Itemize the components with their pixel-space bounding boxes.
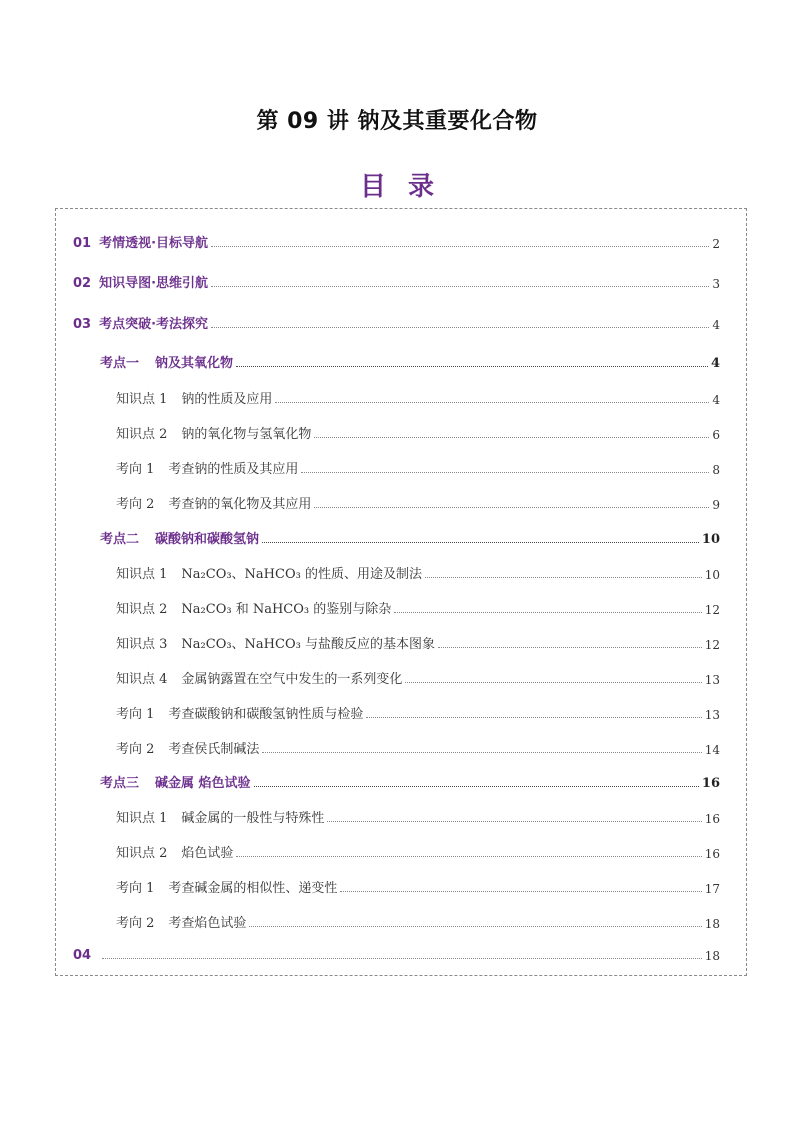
toc-dot-leader	[301, 471, 709, 473]
toc-dot-leader	[262, 541, 699, 543]
toc-entry-label	[100, 352, 233, 371]
toc-entry-text: Na₂CO₃ 和 NaHCO₃ 的鉴别与除杂	[181, 602, 392, 617]
toc-dot-leader	[425, 576, 702, 578]
toc-entry[interactable]	[73, 312, 720, 332]
toc-entry[interactable]	[116, 457, 720, 477]
toc-dot-leader	[366, 716, 701, 718]
toc-entry-label	[116, 388, 272, 407]
toc-dot-leader	[314, 436, 709, 438]
toc-entry-text: 考点突破·考法探究	[99, 317, 209, 332]
toc-entry-text: 碱金属 焰色试验	[155, 776, 251, 791]
toc-entry-page: 18	[704, 949, 720, 963]
toc-entry-number: 01	[73, 236, 92, 251]
toc-entry-page: 12	[704, 638, 720, 652]
toc-entry-page: 14	[704, 743, 720, 757]
toc-entry-page: 17	[704, 882, 720, 896]
toc-entry-label	[116, 668, 402, 687]
toc-entry-page: 18	[704, 917, 720, 931]
toc-entry[interactable]	[100, 527, 720, 547]
toc-entry[interactable]	[116, 876, 720, 896]
toc-entry[interactable]	[73, 271, 720, 291]
toc-entry-page: 13	[704, 708, 720, 722]
toc-dot-leader	[211, 285, 709, 287]
toc-entry[interactable]	[100, 771, 720, 791]
toc-entry-number: 02	[73, 276, 92, 291]
toc-entry-text: 钠的氧化物与氢氧化物	[181, 427, 312, 442]
toc-entry-label	[73, 948, 99, 963]
toc-entry-number: 考点二	[100, 532, 140, 547]
toc-entry-page: 16	[704, 847, 720, 861]
toc-entry-label	[116, 563, 422, 582]
toc-entry[interactable]	[116, 911, 720, 931]
toc-dot-leader	[236, 855, 701, 857]
toc-entry-number: 考向 1	[116, 881, 155, 896]
toc-entry-page: 12	[704, 603, 720, 617]
toc-entry-text: 焰色试验	[181, 846, 234, 861]
toc-entry-page: 10	[704, 568, 720, 582]
toc-entry-text: 考情透视·目标导航	[99, 236, 209, 251]
toc-entry-label	[100, 528, 259, 547]
toc-entry-page: 10	[701, 532, 720, 547]
toc-entry[interactable]	[116, 632, 720, 652]
toc-entry-label	[116, 703, 363, 722]
toc-entry-text: 钠的性质及应用	[181, 392, 273, 407]
toc-entry-text: 考查焰色试验	[168, 916, 247, 931]
toc-entry-text: 钠及其氧化物	[155, 356, 234, 371]
toc-entry-number: 考点一	[100, 356, 140, 371]
toc-entry[interactable]	[116, 702, 720, 722]
toc-entry[interactable]	[116, 667, 720, 687]
toc-dot-leader	[394, 611, 701, 613]
toc-entry[interactable]	[116, 597, 720, 617]
toc-dot-leader	[340, 890, 701, 892]
toc-entry-text: 考查钠的性质及其应用	[168, 462, 299, 477]
toc-entry-page: 4	[712, 318, 720, 332]
toc-entry-number: 知识点 1	[116, 811, 168, 826]
toc-entry-label	[73, 232, 208, 251]
toc-dot-leader	[102, 957, 702, 959]
toc-entry-label	[116, 633, 435, 652]
toc-entry-label	[116, 598, 391, 617]
toc-entry-label	[100, 772, 251, 791]
toc-entry-number: 知识点 1	[116, 567, 168, 582]
toc-dot-leader	[405, 681, 701, 683]
toc-entry-number: 知识点 2	[116, 602, 168, 617]
toc-entry-label	[116, 738, 259, 757]
toc-dot-leader	[275, 401, 709, 403]
toc-entry-number: 考点三	[100, 776, 140, 791]
toc-entry-label	[73, 313, 208, 332]
toc-entry-label	[73, 272, 208, 291]
toc-entry-text: 碱金属的一般性与特殊性	[181, 811, 325, 826]
toc-entry-label	[116, 458, 298, 477]
toc-entry[interactable]	[116, 841, 720, 861]
toc-entry-number: 考向 1	[116, 707, 155, 722]
toc-entry-label	[116, 877, 337, 896]
document-title: 第 09 讲 钠及其重要化合物	[256, 109, 538, 134]
toc-entry-number: 考向 1	[116, 462, 155, 477]
toc-entry-text: 碳酸钠和碳酸氢钠	[155, 532, 260, 547]
toc-entry-text: 知识导图·思维引航	[99, 276, 209, 291]
toc-entry-number: 考向 2	[116, 497, 155, 512]
toc-entry-label	[116, 493, 311, 512]
toc-entry-number: 考向 2	[116, 742, 155, 757]
toc-entry-label	[116, 912, 246, 931]
toc-heading: 目录	[359, 172, 456, 202]
toc-entry[interactable]	[100, 351, 720, 371]
toc-entry-label	[116, 842, 233, 861]
toc-entry-page: 6	[712, 428, 720, 442]
toc-entry-text: 考查碳酸钠和碳酸氢钠性质与检验	[168, 707, 364, 722]
toc-entry[interactable]	[116, 806, 720, 826]
toc-entry-label	[116, 807, 324, 826]
toc-entry[interactable]	[116, 737, 720, 757]
toc-entry-number: 知识点 1	[116, 392, 168, 407]
toc-entry[interactable]	[73, 943, 720, 963]
toc-entry[interactable]	[116, 422, 720, 442]
toc-entry-label	[116, 423, 311, 442]
toc-entry-text: Na₂CO₃、NaHCO₃ 的性质、用途及制法	[181, 567, 422, 582]
toc-dot-leader	[236, 365, 708, 367]
toc-entry-page: 13	[704, 673, 720, 687]
toc-entry-page: 16	[704, 812, 720, 826]
toc-entry-text: 金属钠露置在空气中发生的一系列变化	[181, 672, 403, 687]
toc-dot-leader	[262, 751, 701, 753]
toc-entry-text: 考查侯氏制碱法	[168, 742, 260, 757]
toc-dot-leader	[211, 245, 709, 247]
toc-entry-number: 04	[73, 948, 92, 963]
toc-entry-text: 考查碱金属的相似性、递变性	[168, 881, 338, 896]
toc-dot-leader	[314, 506, 709, 508]
toc-dot-leader	[211, 326, 709, 328]
toc-entry-text: Na₂CO₃、NaHCO₃ 与盐酸反应的基本图象	[181, 637, 435, 652]
toc-entry[interactable]	[116, 492, 720, 512]
toc-entry-page: 8	[712, 463, 720, 477]
toc-entry-page: 4	[710, 356, 720, 371]
toc-entry[interactable]	[116, 562, 720, 582]
toc-entry-number: 知识点 2	[116, 427, 168, 442]
toc-entry-number: 知识点 4	[116, 672, 168, 687]
toc-entry-number: 考向 2	[116, 916, 155, 931]
toc-entry-page: 2	[712, 237, 720, 251]
toc-entry[interactable]	[73, 231, 720, 251]
toc-dot-leader	[438, 646, 702, 648]
toc-entry-page: 16	[701, 776, 720, 791]
toc-dot-leader	[327, 820, 701, 822]
toc-entry-number: 知识点 3	[116, 637, 168, 652]
toc-entry[interactable]	[116, 387, 720, 407]
toc-entry-number: 03	[73, 317, 92, 332]
toc-entry-page: 4	[712, 393, 720, 407]
toc-entry-page: 9	[712, 498, 720, 512]
toc-entry-number: 知识点 2	[116, 846, 168, 861]
toc-container	[55, 208, 747, 976]
toc-entry-text: 考查钠的氧化物及其应用	[168, 497, 312, 512]
toc-entry-page: 3	[712, 277, 720, 291]
toc-dot-leader	[249, 925, 701, 927]
toc-dot-leader	[254, 785, 699, 787]
